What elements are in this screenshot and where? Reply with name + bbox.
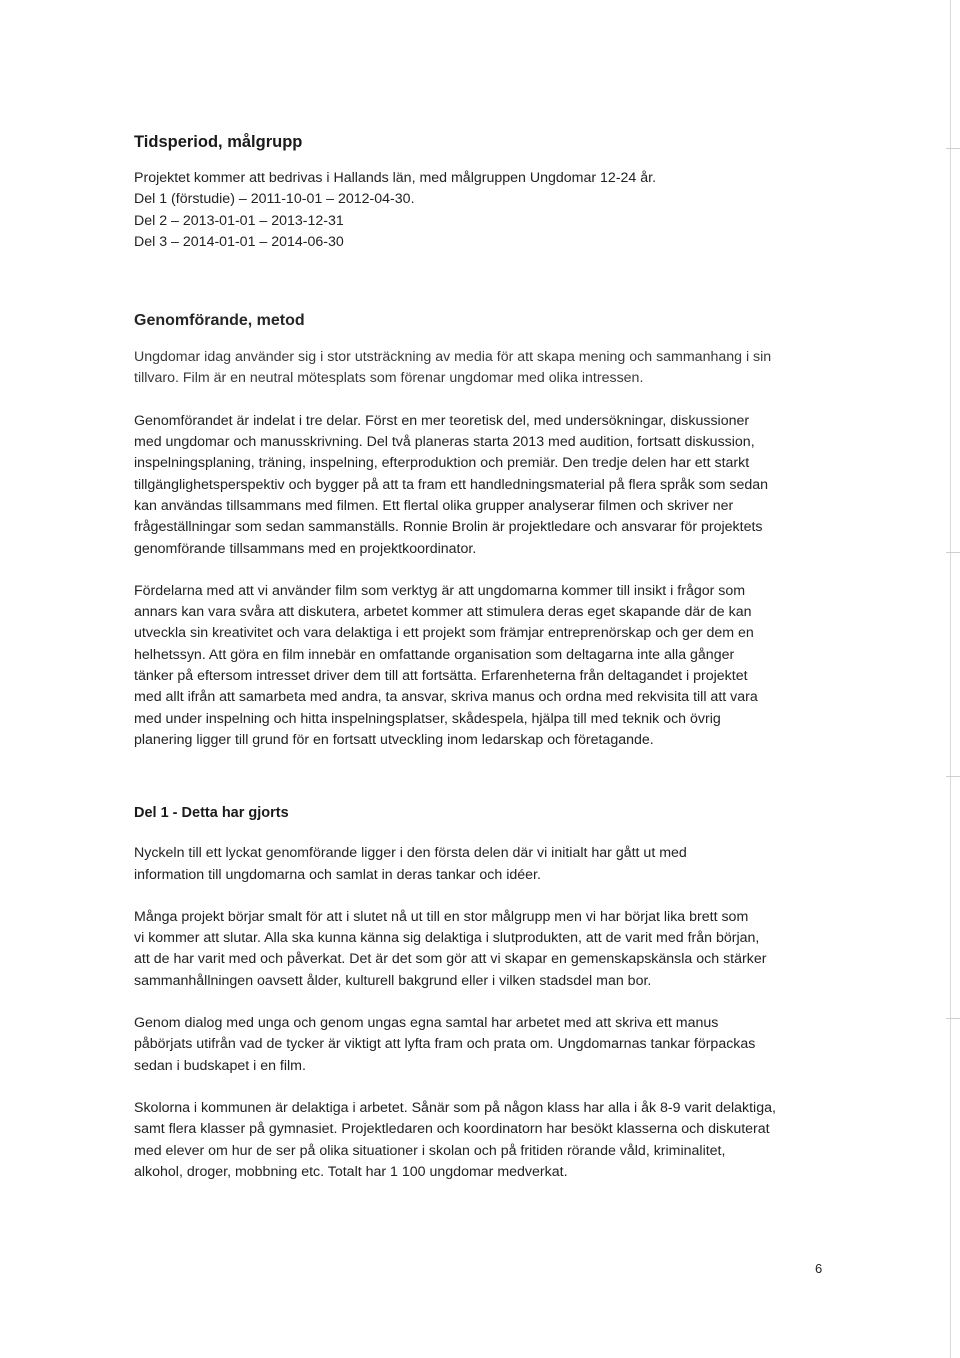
text-line: frågeställningar som sedan sammanställs. Ronnie Brolin är projektledare och ansvarar för projektets	[134, 519, 763, 536]
section-heading-del1: Del 1 - Detta har gjorts	[134, 805, 289, 822]
section-heading-tidsperiod: Tidsperiod, målgrupp	[134, 133, 303, 151]
text-line: Projektet kommer att bedrivas i Hallands län, med målgruppen Ungdomar 12-24 år.	[134, 170, 657, 186]
paragraph	[134, 411, 834, 560]
text-line: helhetssyn. Att göra en film innebär en omfattande organisation som deltagarna inte alla gånger	[134, 646, 735, 663]
text-line: utveckla sin kreativitet och vara delaktiga i ett projekt som främjar entreprenörskap och ger dem en	[134, 625, 754, 642]
paragraph	[134, 843, 834, 886]
text-line: tänker på eftersom intresset driver dem till att fortsätta. Erfarenheterna från deltagandet i projektet	[134, 668, 748, 685]
scan-edge-mark	[946, 552, 960, 553]
text-line: Del 1 (förstudie) – 2011-10-01 – 2012-04-30.	[134, 191, 415, 208]
text-line: Skolorna i kommunen är delaktiga i arbetet. Sånär som på någon klass har alla i åk 8-9 varit delaktiga,	[134, 1099, 776, 1116]
scan-edge-mark	[946, 1018, 960, 1019]
text-line: Genomförandet är indelat i tre delar. Först en mer teoretisk del, med undersökningar, diskussioner	[134, 412, 750, 429]
text-line: sammanhållningen oavsett ålder, kulturell bakgrund eller i vilken stadsdel man bor.	[134, 972, 652, 989]
text-line: med elever om hur de ser på olika situationer i skolan och på fritiden rörande våld, kriminalitet,	[134, 1142, 726, 1159]
text-line: tillgänglighetsperspektiv och bygger på att ta fram ett handledningsmaterial på flera språk som sedan	[134, 476, 769, 493]
text-line: information till ungdomarna och samlat in deras tankar och idéer.	[134, 866, 541, 883]
text-line: alkohol, droger, mobbning etc. Totalt har 1 100 ungdomar medverkat.	[134, 1163, 568, 1180]
text-line: Nyckeln till ett lyckat genomförande ligger i den första delen där vi initialt har gått ut med	[134, 845, 687, 862]
text-line: Del 3 – 2014-01-01 – 2014-06-30	[134, 233, 344, 250]
text-line: påbörjats utifrån vad de tycker är viktigt att lyfta fram och prata om. Ungdomarnas tankar förpackas	[134, 1036, 756, 1053]
section-tidsperiod-text	[134, 168, 834, 253]
text-line: samt flera klasser på gymnasiet. Projektledaren och koordinatorn har besökt klasserna och diskuterat	[134, 1121, 770, 1138]
paragraph	[134, 347, 834, 390]
text-line: Del 2 – 2013-01-01 – 2013-12-31	[134, 212, 344, 229]
paragraph	[134, 1098, 834, 1183]
text-line: Ungdomar idag använder sig i stor utsträckning av media för att skapa mening och sammanhang i sin	[134, 349, 772, 366]
paragraph	[134, 1013, 834, 1077]
scan-edge-mark	[946, 148, 960, 149]
text-line: Fördelarna med att vi använder film som verktyg är att ungdomarna kommer till insikt i frågor som	[134, 582, 746, 599]
text-line: planering ligger till grund för en fortsatt utveckling inom ledarskap och företagande.	[134, 731, 654, 748]
text-line: att de har varit med och påverkat. Det är det som gör att vi skapar en gemenskapskänsla och stärker	[134, 951, 767, 968]
scan-edge-mark	[946, 776, 960, 777]
text-line: med ungdomar och manusskrivning. Del två planeras starta 2013 med audition, fortsatt diskussion,	[134, 434, 755, 451]
text-line: genomförande tillsammans med en projektkoordinator.	[134, 540, 477, 557]
paragraph	[134, 907, 834, 992]
page-number: 6	[815, 1261, 823, 1276]
section-heading-genomforande: Genomförande, metod	[134, 312, 305, 330]
document-body	[134, 128, 834, 1183]
text-line: med under inspelning och hitta inspelningsplatser, skådespela, hjälpa till med teknik och övrig	[134, 710, 721, 727]
text-line: Genom dialog med unga och genom ungas egna samtal har arbetet med att skriva ett manus	[134, 1015, 719, 1032]
text-line: Många projekt börjar smalt för att i slutet nå ut till en stor målgrupp men vi har börjat lika brett som	[134, 908, 749, 925]
paragraph	[134, 581, 834, 751]
text-line: tillvaro. Film är en neutral mötesplats som förenar ungdomar med olika intressen.	[134, 370, 644, 387]
scan-edge-line	[950, 0, 951, 1358]
text-line: vi kommer att slutar. Alla ska kunna känna sig delaktiga i slutprodukten, att de varit med från början,	[134, 930, 760, 947]
text-line: inspelningsplaning, träning, inspelning, efterproduktion och premiär. Den tredje delen har ett starkt	[134, 455, 750, 472]
text-line: annars kan vara svåra att diskutera, arbetet kommer att stimulera deras eget skapande där de kan	[134, 604, 752, 621]
text-line: sedan i budskapet i en film.	[134, 1057, 306, 1074]
text-line: med allt ifrån att samarbeta med andra, ta ansvar, skriva manus och ordna med rekvisita till att vara	[134, 689, 758, 706]
text-line: kan användas tillsammans med filmen. Ett flertal olika grupper analyserar filmen och skriver ner	[134, 497, 734, 514]
